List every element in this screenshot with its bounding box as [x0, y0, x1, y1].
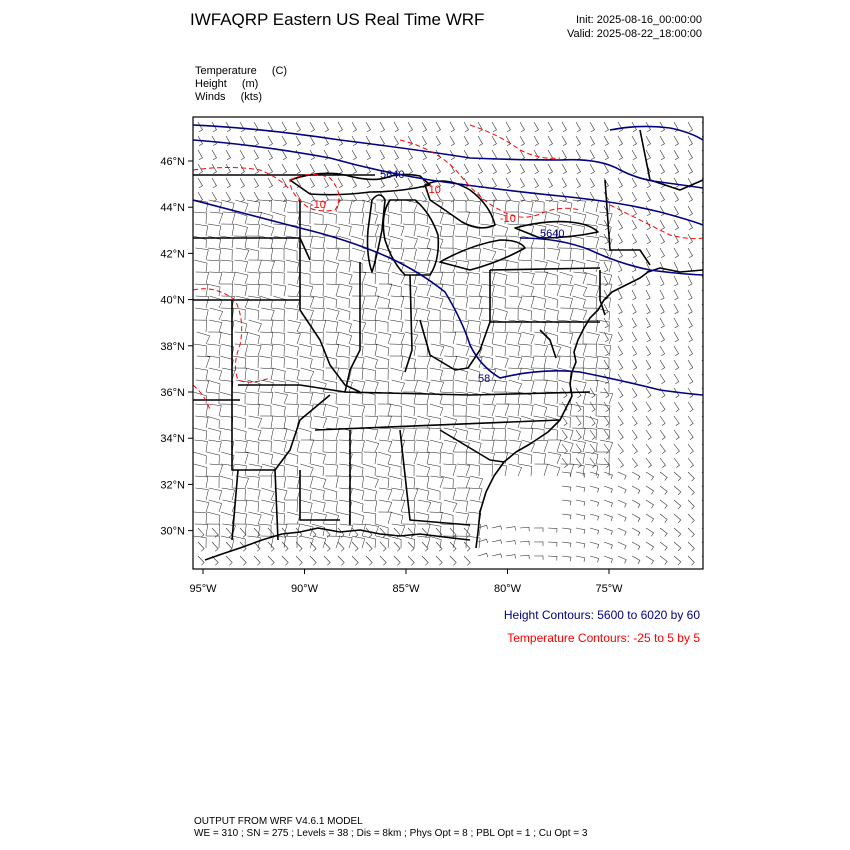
- temperature-legend: Temperature Contours: -25 to 5 by 5: [507, 631, 700, 645]
- init-time: Init: 2025-08-16_00:00:00: [576, 14, 702, 26]
- height-legend: Height Contours: 5600 to 6020 by 60: [503, 608, 700, 622]
- map-title: IWFAQRP Eastern US Real Time WRF: [190, 10, 485, 29]
- valid-time: Valid: 2025-08-22_18:00:00: [567, 28, 702, 40]
- lon-tick-label: 90°W: [290, 583, 319, 595]
- lon-tick-label: 85°W: [392, 583, 420, 595]
- height-contour-label: 5640: [380, 169, 405, 181]
- field-unit: (C): [271, 65, 288, 77]
- temp-contour-label: -10: [425, 184, 441, 196]
- lat-tick-label: 46°N: [160, 156, 185, 168]
- height-contour-label: 58: [478, 373, 491, 385]
- field-name: Temperature: [195, 65, 257, 77]
- field-name: Height: [195, 78, 227, 90]
- height-contour-label: 5640: [540, 228, 565, 240]
- temp-contour-label: -10: [500, 213, 516, 225]
- model-info: [194, 816, 587, 840]
- lon-tick-label: 80°W: [493, 583, 522, 595]
- lat-tick-label: 40°N: [160, 294, 185, 307]
- lat-tick-label: 42°N: [160, 248, 185, 261]
- temp-contour-label: -10: [310, 199, 326, 211]
- lat-tick-label: 34°N: [160, 433, 185, 446]
- field-unit: (m): [241, 78, 259, 90]
- model-version: OUTPUT FROM WRF V4.6.1 MODEL: [194, 816, 363, 827]
- lat-tick-label: 38°N: [160, 340, 185, 353]
- lon-tick-label: 95°W: [189, 583, 217, 595]
- field-unit: (kts): [240, 91, 263, 103]
- field-name: Winds: [195, 91, 226, 103]
- longitude-axis: [189, 569, 623, 595]
- lat-tick-label: 32°N: [160, 479, 185, 492]
- latitude-axis: [160, 156, 193, 538]
- lat-tick-label: 44°N: [160, 202, 185, 215]
- lat-tick-label: 30°N: [160, 525, 185, 538]
- lon-tick-label: 75°W: [595, 583, 623, 595]
- lat-tick-label: 36°N: [160, 387, 185, 399]
- model-settings: WE = 310 ; SN = 275 ; Levels = 38 ; Dis = 8km ; Phys Opt = 8 ; PBL Opt = 1 ; Cu Opt = 3: [194, 828, 588, 839]
